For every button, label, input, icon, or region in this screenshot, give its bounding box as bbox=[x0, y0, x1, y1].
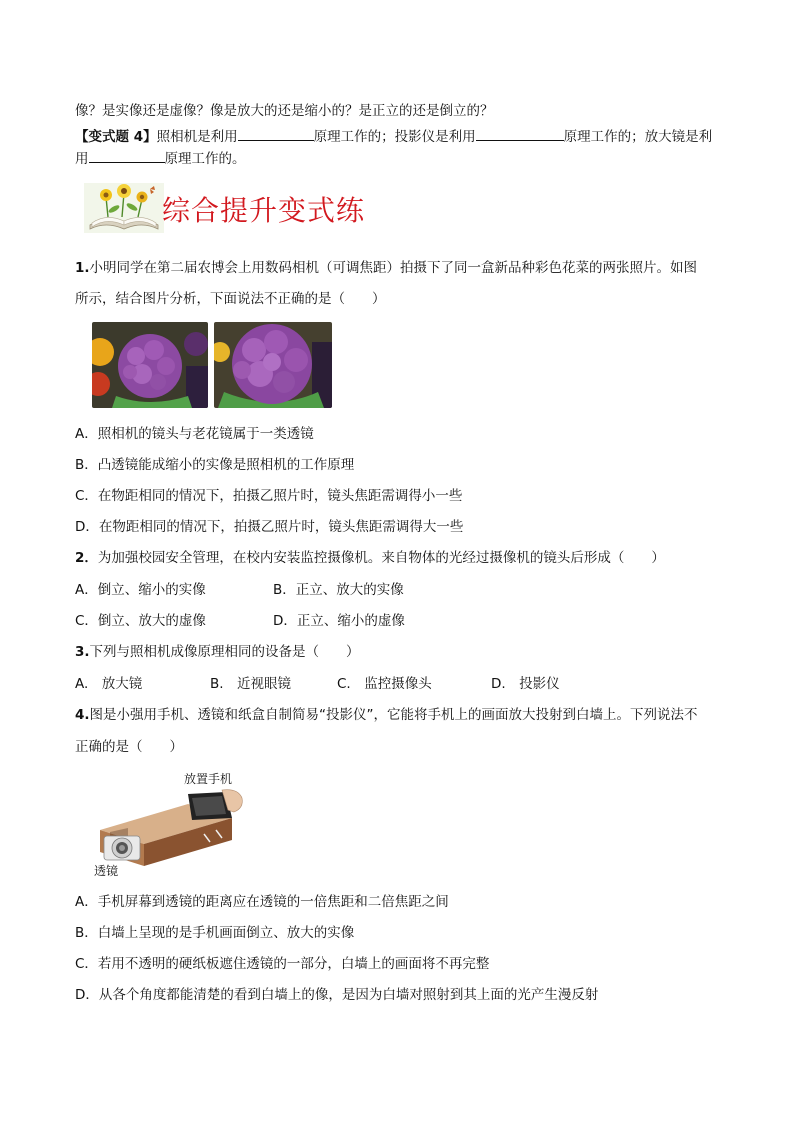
variant-question-4-cont bbox=[75, 149, 246, 168]
option-c: C．若用不透明的硬纸板遮住透镜的一部分，白墙上的画面将不再完整 bbox=[75, 956, 490, 972]
option-d: D．正立、缩小的虚像 bbox=[273, 613, 405, 629]
option-a: A．手机屏幕到透镜的距离应在透镜的一倍焦距和二倍焦距之间 bbox=[75, 894, 449, 910]
option-c: C．在物距相同的情况下，拍摄乙照片时，镜头焦距需调得小一些 bbox=[75, 488, 463, 504]
variant-text-d: 用 bbox=[75, 151, 89, 167]
option-d: D．在物距相同的情况下，拍摄乙照片时，镜头焦距需调得大一些 bbox=[75, 519, 464, 535]
section-banner bbox=[84, 181, 384, 233]
intro-line: 像？是实像还是虚像？像是放大的还是缩小的？是正立的还是倒立的？ bbox=[75, 103, 494, 119]
question-text: 下列与照相机成像原理相同的设备是（ ） bbox=[89, 644, 360, 660]
cauliflower-photo-b bbox=[214, 322, 332, 408]
section-title: 综合提升变式练 bbox=[162, 194, 366, 227]
variant-text-b: 原理工作的；投影仪是利用 bbox=[313, 129, 476, 145]
option-b: B．正立、放大的实像 bbox=[273, 582, 404, 598]
option-a: A．倒立、缩小的实像 bbox=[75, 582, 206, 598]
question-text: 图是小强用手机、透镜和纸盒自制简易“投影仪”，它能将手机上的画面放大投射到白墙上。下列说法不 bbox=[89, 707, 698, 723]
question-4 bbox=[75, 706, 698, 724]
variant-text-a: 照相机是利用 bbox=[156, 129, 238, 145]
question-number: 3. bbox=[75, 644, 90, 660]
option-d: D．从各个角度都能清楚的看到白墙上的像，是因为白墙对照射到其上面的光产生漫反射 bbox=[75, 987, 599, 1003]
option-d: D. 投影仪 bbox=[491, 676, 560, 692]
option-c: C．倒立、放大的虚像 bbox=[75, 613, 206, 629]
question-1 bbox=[75, 259, 697, 277]
question-text: 小明同学在第二届农博会上用数码相机（可调焦距）拍摄下了同一盒新品种彩色花菜的两张照片。如图 bbox=[89, 260, 698, 276]
question-number: 4. bbox=[75, 707, 90, 723]
cauliflower-photo-a bbox=[92, 322, 208, 408]
question-4-cont: 正确的是（ ） bbox=[75, 739, 183, 755]
answer-blank[interactable] bbox=[476, 127, 564, 141]
question-number: 1. bbox=[75, 260, 90, 276]
variant-text-e: 原理工作的。 bbox=[164, 151, 246, 167]
option-b: B．凸透镜能成缩小的实像是照相机的工作原理 bbox=[75, 457, 355, 473]
book-flowers-icon bbox=[84, 181, 164, 233]
question-text: 为加强校园安全管理，在校内安装监控摄像机。来自物体的光经过摄像机的镜头后形成（ ） bbox=[97, 550, 665, 566]
option-b: B. 近视眼镜 bbox=[210, 676, 292, 692]
option-a: A. 放大镜 bbox=[75, 676, 143, 692]
phone-position-label: 放置手机 bbox=[184, 772, 233, 786]
question-number: 2． bbox=[75, 550, 98, 566]
option-b: B．白墙上呈现的是手机画面倒立、放大的实像 bbox=[75, 925, 355, 941]
projector-figure bbox=[92, 768, 252, 880]
option-a: A．照相机的镜头与老花镜属于一类透镜 bbox=[75, 426, 314, 442]
variant-label: 【变式题 4】 bbox=[75, 129, 157, 145]
variant-text-c: 原理工作的；放大镜是利 bbox=[563, 129, 713, 145]
lens-label: 透镜 bbox=[94, 864, 119, 878]
answer-blank[interactable] bbox=[89, 149, 165, 163]
question-2 bbox=[75, 549, 665, 567]
option-c: C. 监控摄像头 bbox=[337, 676, 432, 692]
question-1-cont: 所示，结合图片分析，下面说法不正确的是（ ） bbox=[75, 291, 386, 307]
variant-question-4 bbox=[75, 127, 712, 146]
answer-blank[interactable] bbox=[238, 127, 314, 141]
question-3 bbox=[75, 643, 360, 661]
